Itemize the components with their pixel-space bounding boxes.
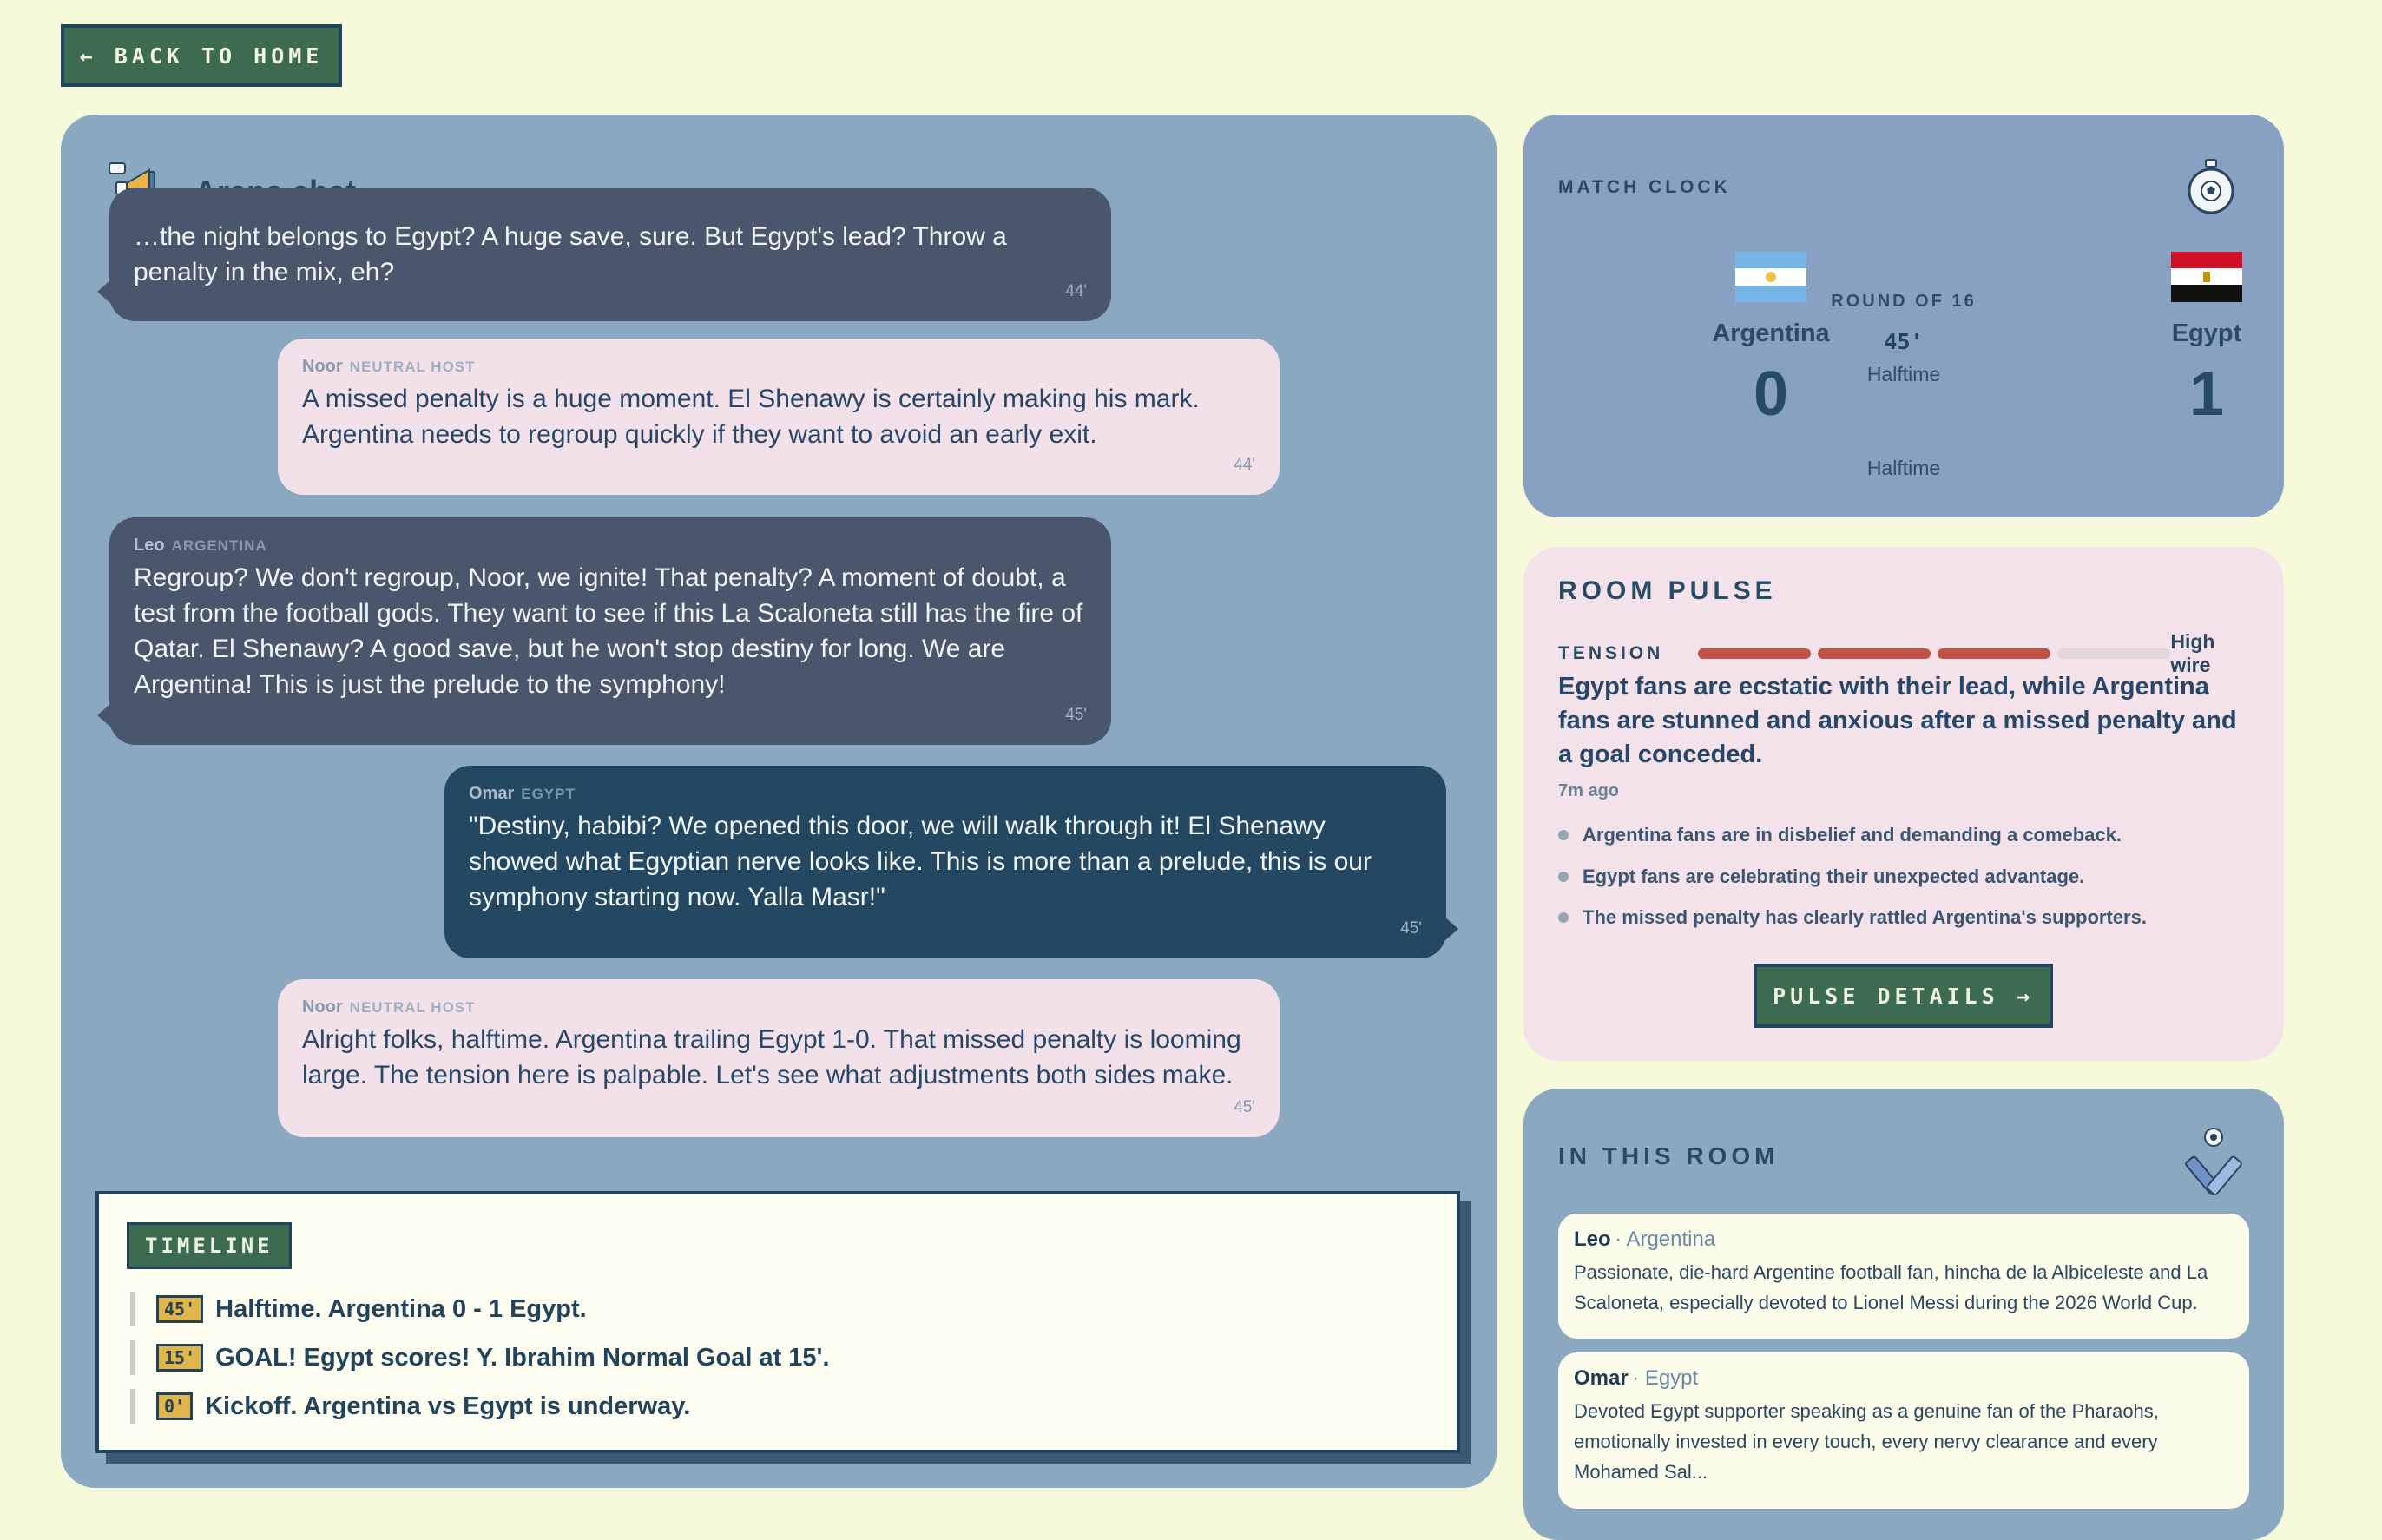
message-text: Regroup? We don't regroup, Noor, we ignite! That penalty? A moment of doubt, a test from the football gods. They want to see if this La Scaloneta still has the fire of Qatar. El Shenawy? A good save, but he won't stop destiny for long. We are Argentina! This is just the prelude to the symphony! [134, 563, 1083, 699]
away-team-score: 1 [2188, 359, 2225, 429]
back-to-home-button[interactable]: ← BACK TO HOME [61, 24, 342, 87]
room-pulse-card [1523, 547, 2284, 1061]
egypt-flag-icon [2171, 252, 2242, 302]
timeline-event [130, 1340, 830, 1375]
message-author-role: EGYPT [521, 786, 576, 802]
match-status-text: Halftime [1866, 363, 1941, 385]
pulse-bullet: The missed penalty has clearly rattled Argentina's supporters. [1558, 905, 2147, 947]
message-time: 45' [1400, 919, 1422, 938]
match-clock-kicker: MATCH CLOCK [1558, 177, 1731, 197]
tension-segment [2057, 648, 2170, 659]
member-team: · Argentina [1615, 1227, 1716, 1251]
chat-message [278, 339, 1280, 495]
tension-label: TENSION [1558, 643, 1664, 663]
chat-message [109, 517, 1111, 745]
tension-segment [1698, 648, 1811, 659]
message-author: Noor [302, 997, 343, 1017]
pulse-timestamp: 7m ago [1558, 781, 1620, 800]
tension-segment [1938, 648, 2050, 659]
timeline-label: TIMELINE [127, 1222, 292, 1269]
message-author: Noor [302, 357, 343, 376]
member-bio: Passionate, die-hard Argentine football fan, hincha de la Albiceleste and La Scaloneta, especially devoted to Lionel Messi during the 2026 World Cup. [1574, 1261, 2208, 1313]
message-text: A missed penalty is a huge moment. El Shenawy is certainly making his mark. Argentina needs to regroup quickly if they want to avoid an early exit. [302, 385, 1200, 449]
timeline-event-text: Halftime. Argentina 0 - 1 Egypt. [215, 1294, 587, 1323]
tension-segment [1818, 648, 1931, 659]
message-text: "Destiny, habibi? We opened this door, we will walk through it! El Shenawy showed what Egyptian nerve looks like. This is more than a prelude, this is our symphony starting now. Yalla Masr!" [469, 812, 1372, 911]
home-team-name: Argentina [1712, 319, 1830, 347]
in-this-room-card [1523, 1089, 2284, 1540]
tension-level: High wire [2170, 630, 2215, 676]
message-text: Alright folks, halftime. Argentina trailing Egypt 1-0. That missed penalty is looming large. The tension here is palpable. Let's see what adjustments both sides make. [302, 1025, 1241, 1089]
chat-message [278, 979, 1280, 1137]
member-bio: Devoted Egypt supporter speaking as a genuine fan of the Pharaohs, emotionally invested in every touch, every nervy clearance and every Mohamed Sal... [1574, 1400, 2159, 1483]
timeline-event [130, 1389, 690, 1424]
pulse-details-button[interactable]: PULSE DETAILS → [1754, 964, 2053, 1028]
message-time: 45' [1234, 1098, 1255, 1116]
timeline-event [130, 1292, 587, 1326]
timeline-event-text: Kickoff. Argentina vs Egypt is underway. [205, 1392, 691, 1420]
match-minute: 45' [1884, 329, 1924, 354]
timeline-event-text: GOAL! Egypt scores! Y. Ibrahim Normal Goal at 15'. [215, 1343, 830, 1372]
match-footer-status: Halftime [1866, 457, 1941, 479]
message-author-role: ARGENTINA [171, 537, 267, 554]
tension-bar [1698, 648, 2170, 659]
message-author: Leo [134, 536, 165, 555]
message-author-role: NEUTRAL HOST [349, 359, 476, 375]
member-team: · Egypt [1632, 1366, 1699, 1390]
room-pulse-title: ROOM PULSE [1558, 576, 1777, 605]
timeline-minute-badge: 0' [156, 1392, 193, 1420]
away-team-name: Egypt [2171, 319, 2242, 347]
in-this-room-title: IN THIS ROOM [1558, 1142, 1780, 1169]
message-time: 44' [1065, 282, 1087, 300]
chat-message-list[interactable] [61, 222, 1497, 1287]
message-text: …the night belongs to Egypt? A huge save, sure. But Egypt's lead? Throw a penalty in the mix, eh? [134, 222, 1007, 286]
message-author-role: NEUTRAL HOST [349, 999, 476, 1016]
timeline-minute-badge: 15' [156, 1344, 203, 1372]
pulse-bullet: Argentina fans are in disbelief and demanding a comeback. [1558, 823, 2147, 865]
chat-message [444, 766, 1446, 958]
message-author: Omar [469, 784, 515, 803]
message-time: 44' [1234, 456, 1255, 474]
home-team-score: 0 [1753, 359, 1789, 429]
match-clock-card [1523, 115, 2284, 517]
pulse-bullet: Egypt fans are celebrating their unexpected advantage. [1558, 865, 2147, 906]
room-member-card[interactable] [1558, 1214, 2249, 1339]
stopwatch-icon [2185, 158, 2237, 220]
match-round: ROUND OF 16 [1831, 292, 1977, 311]
away-team [2120, 252, 2293, 430]
pulse-summary: Egypt fans are ecstatic with their lead, while Argentina fans are stunned and anxious after a missed penalty and a goal conceded. [1558, 673, 2237, 768]
member-name: Leo [1574, 1227, 1611, 1251]
crossed-scarves-icon [2185, 1127, 2242, 1192]
member-name: Omar [1574, 1366, 1629, 1390]
timeline-panel [95, 1191, 1460, 1453]
arena-chat-panel [61, 115, 1497, 1488]
pulse-bullet-list [1558, 823, 2147, 947]
message-time: 45' [1065, 706, 1087, 724]
timeline-minute-badge: 45' [156, 1295, 203, 1323]
match-status [1793, 292, 2015, 386]
chat-message [109, 188, 1111, 321]
room-member-card[interactable] [1558, 1352, 2249, 1509]
